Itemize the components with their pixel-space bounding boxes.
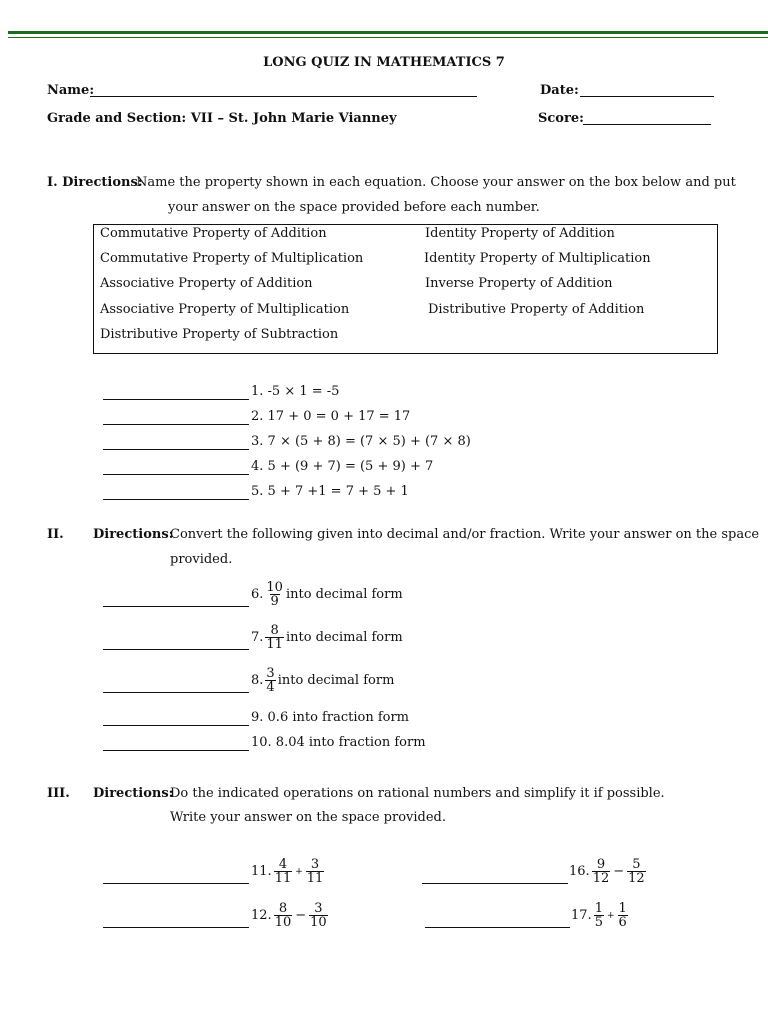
question-6 xyxy=(251,581,403,608)
answer-blank-12[interactable] xyxy=(103,926,249,928)
numerator: 4 xyxy=(278,857,288,872)
question-4: 4. 5 + (9 + 7) = (5 + 9) + 7 xyxy=(251,459,434,474)
answer-blank-16[interactable] xyxy=(422,882,568,884)
choice-right-3: Inverse Property of Addition xyxy=(425,276,613,291)
section1-heading: I. Directions: xyxy=(47,175,143,190)
fraction xyxy=(265,667,275,694)
section3-heading: Directions: xyxy=(93,786,174,801)
question-16 xyxy=(569,858,648,885)
answer-blank-10[interactable] xyxy=(103,749,249,751)
question-12-label: 12. xyxy=(251,908,272,923)
answer-blank-1[interactable] xyxy=(103,398,249,400)
score-field[interactable] xyxy=(583,112,711,125)
score-label: Score: xyxy=(538,111,584,126)
section2-direction-line2: provided. xyxy=(170,552,233,567)
numerator: 3 xyxy=(314,901,323,916)
answer-blank-5[interactable] xyxy=(103,498,249,500)
answer-blank-7[interactable] xyxy=(103,648,249,650)
question-3: 3. 7 × (5 + 8) = (7 × 5) + (7 × 8) xyxy=(251,434,471,449)
section3-direction-line1: Do the indicated operations on rational numbers and simplify it if possible. xyxy=(170,786,665,801)
section3-direction-line2: Write your answer on the space provided. xyxy=(170,810,446,825)
numerator: 1 xyxy=(618,901,627,916)
answer-blank-2[interactable] xyxy=(103,423,249,425)
header-rule-thin xyxy=(8,37,768,38)
question-17 xyxy=(571,902,630,929)
section2-number: II. xyxy=(47,527,64,542)
question-6-label: 6. xyxy=(251,587,264,602)
question-8-label: 8. xyxy=(251,673,264,688)
fraction xyxy=(265,581,284,608)
numerator: 3 xyxy=(310,857,320,872)
choice-left-5: Distributive Property of Subtraction xyxy=(100,327,339,342)
fraction-a xyxy=(274,902,293,929)
denominator: 10 xyxy=(274,915,292,930)
numerator: 5 xyxy=(632,857,641,872)
operator: − xyxy=(295,908,307,923)
question-8-text: into decimal form xyxy=(277,673,395,688)
fraction-a xyxy=(274,858,293,885)
question-7-label: 7. xyxy=(251,630,264,645)
numerator: 10 xyxy=(266,580,283,595)
operator: − xyxy=(613,864,625,879)
denominator: 12 xyxy=(592,871,610,886)
date-label: Date: xyxy=(540,83,579,98)
operator: + xyxy=(606,910,615,921)
section3-number: III. xyxy=(47,786,70,801)
denominator: 4 xyxy=(266,680,275,695)
denominator: 6 xyxy=(618,915,627,930)
question-10: 10. 8.04 into fraction form xyxy=(251,735,426,750)
denominator: 12 xyxy=(628,871,645,886)
fraction-a xyxy=(594,902,604,929)
section1-direction-line2: your answer on the space provided before each number. xyxy=(168,200,540,215)
question-2: 2. 17 + 0 = 0 + 17 = 17 xyxy=(251,409,411,424)
answer-blank-8[interactable] xyxy=(103,691,249,693)
question-7 xyxy=(251,624,403,651)
denominator: 5 xyxy=(594,915,603,930)
question-5: 5. 5 + 7 +1 = 7 + 5 + 1 xyxy=(251,484,409,499)
question-6-text: into decimal form xyxy=(285,587,403,602)
fraction-b xyxy=(309,902,328,929)
choice-right-1: Identity Property of Addition xyxy=(425,226,615,241)
denominator: 10 xyxy=(310,915,327,930)
question-11-label: 11. xyxy=(251,864,272,879)
numerator: 3 xyxy=(266,666,275,681)
section1-direction-line1: Name the property shown in each equation. Choose your answer on the box below and put xyxy=(136,175,736,190)
page-title: LONG QUIZ IN MATHEMATICS 7 xyxy=(263,55,505,70)
numerator: 8 xyxy=(278,901,288,916)
operator: + xyxy=(295,866,303,877)
answer-blank-17[interactable] xyxy=(425,926,570,928)
section2-heading: Directions: xyxy=(93,527,174,542)
question-9: 9. 0.6 into fraction form xyxy=(251,710,410,725)
question-7-text: into decimal form xyxy=(285,630,403,645)
question-12 xyxy=(251,902,330,929)
answer-blank-3[interactable] xyxy=(103,448,249,450)
answer-blank-4[interactable] xyxy=(103,473,249,475)
fraction-b xyxy=(627,858,646,885)
fraction-b xyxy=(306,858,325,885)
question-11 xyxy=(251,858,326,885)
question-16-label: 16. xyxy=(569,864,590,879)
denominator: 11 xyxy=(306,871,324,886)
date-field[interactable] xyxy=(580,84,714,97)
name-field[interactable] xyxy=(90,84,477,97)
choice-left-1: Commutative Property of Addition xyxy=(100,226,327,241)
choice-left-2: Commutative Property of Multiplication xyxy=(100,251,364,266)
numerator: 9 xyxy=(596,857,606,872)
numerator: 8 xyxy=(270,623,279,638)
answer-blank-9[interactable] xyxy=(103,724,249,726)
header-rule-thick xyxy=(8,31,768,34)
question-17-label: 17. xyxy=(571,908,592,923)
choice-right-4: Distributive Property of Addition xyxy=(428,302,645,317)
question-8 xyxy=(251,667,394,694)
answer-blank-11[interactable] xyxy=(103,882,249,884)
denominator: 9 xyxy=(270,594,279,609)
section2-direction-line1: Convert the following given into decimal and/or fraction. Write your answer on the space xyxy=(170,527,760,542)
answer-blank-6[interactable] xyxy=(103,605,249,607)
grade-section: Grade and Section: VII – St. John Marie Vianney xyxy=(47,111,397,126)
fraction-a xyxy=(592,858,611,885)
denominator: 11 xyxy=(266,637,283,652)
denominator: 11 xyxy=(274,871,292,886)
name-label: Name: xyxy=(47,83,95,98)
choice-right-2: Identity Property of Multiplication xyxy=(424,251,651,266)
question-1: 1. -5 × 1 = -5 xyxy=(251,384,340,399)
choice-left-3: Associative Property of Addition xyxy=(100,276,313,291)
numerator: 1 xyxy=(594,901,603,916)
choice-left-4: Associative Property of Multiplication xyxy=(100,302,350,317)
fraction xyxy=(265,624,284,651)
fraction-b xyxy=(618,902,628,929)
